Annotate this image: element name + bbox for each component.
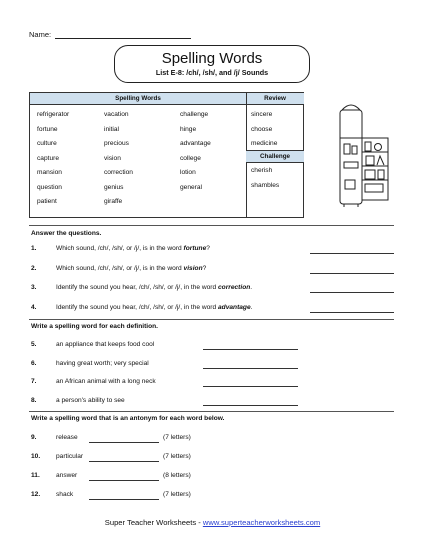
letter-hint: (7 letters) xyxy=(163,434,191,441)
antonym-9 xyxy=(31,434,78,441)
question-number: 8. xyxy=(31,397,37,404)
word-item: medicine xyxy=(251,140,278,147)
footer xyxy=(0,518,425,527)
question-number: 7. xyxy=(31,378,37,385)
word-item: genius xyxy=(104,183,124,191)
letter-hint: (7 letters) xyxy=(163,491,191,498)
word-table xyxy=(29,92,304,218)
section-heading: Write a spelling word that is an antonym for each word below. xyxy=(31,415,225,422)
antonym-word: particular xyxy=(56,453,84,460)
question-number: 11. xyxy=(31,472,40,479)
section-heading: Answer the questions. xyxy=(31,230,102,237)
word-item: cherish xyxy=(251,167,273,174)
word-item: refrigerator xyxy=(37,111,70,118)
antonym-word: release xyxy=(56,434,78,441)
answer-blank-10[interactable] xyxy=(89,454,159,462)
question-4 xyxy=(31,304,252,311)
word-item: sincere xyxy=(251,111,273,118)
antonym-word: answer xyxy=(56,472,78,479)
antonym-10 xyxy=(31,453,83,460)
question-number: 10. xyxy=(31,453,41,460)
question-number: 3. xyxy=(31,284,37,291)
answer-blank-9[interactable] xyxy=(89,435,159,443)
letter-hint: (8 letters) xyxy=(163,472,191,479)
word-item: mansion xyxy=(37,169,62,176)
word-item: initial xyxy=(104,125,120,133)
divider xyxy=(29,225,394,226)
spelling-words-header: Spelling Words xyxy=(30,93,246,105)
question-text: Which sound, /ch/, /sh/, or /j/, is in the word fortune? xyxy=(56,245,210,252)
definition-text: an appliance that keeps food cool xyxy=(56,341,155,348)
review-header: Review xyxy=(246,93,304,105)
question-number: 9. xyxy=(31,434,37,441)
word-column-2 xyxy=(104,108,133,210)
antonym-11 xyxy=(31,472,77,479)
question-number: 2. xyxy=(31,265,37,272)
word-item: hinge xyxy=(180,125,197,133)
footer-link[interactable]: www.superteacherworksheets.com xyxy=(202,518,321,527)
challenge-column xyxy=(251,164,279,193)
answer-blank-11[interactable] xyxy=(89,473,159,481)
letter-hint: (7 letters) xyxy=(163,453,191,460)
footer-text: Super Teacher Worksheets - xyxy=(104,518,203,527)
refrigerator-illustration xyxy=(328,100,400,208)
question-text: Which sound, /ch/, /sh/, or /j/, is in the word vision? xyxy=(56,265,207,272)
name-blank[interactable] xyxy=(55,30,191,39)
word-item: general xyxy=(180,183,202,191)
word-item: choose xyxy=(251,125,273,133)
review-column xyxy=(251,108,277,152)
answer-blank-5[interactable] xyxy=(203,342,298,350)
divider xyxy=(29,411,394,412)
definition-text: a person's ability to see xyxy=(56,397,125,404)
question-number: 6. xyxy=(31,360,37,367)
answer-blank-7[interactable] xyxy=(203,379,298,387)
answer-blank-12[interactable] xyxy=(89,492,159,500)
question-number: 4. xyxy=(31,304,37,311)
antonym-12 xyxy=(31,491,73,498)
definition-5 xyxy=(31,341,154,348)
answer-blank-3[interactable] xyxy=(310,285,394,293)
word-item: giraffe xyxy=(104,198,123,205)
answer-blank-8[interactable] xyxy=(203,398,298,406)
name-label: Name: xyxy=(29,30,52,39)
answer-blank-4[interactable] xyxy=(310,305,394,313)
divider xyxy=(29,319,394,320)
definition-7 xyxy=(31,378,156,385)
question-text: Identify the sound you hear, /ch/, /sh/, or /j/, in the word advantage. xyxy=(56,304,253,311)
word-column-3 xyxy=(180,108,211,195)
word-item: vacation xyxy=(104,111,129,118)
question-3 xyxy=(31,284,252,291)
word-item: college xyxy=(180,154,201,162)
word-item: challenge xyxy=(180,111,209,118)
definition-text: an African animal with a long neck xyxy=(56,378,156,385)
word-item: precious xyxy=(104,140,129,147)
antonym-word: shack xyxy=(56,491,74,498)
question-2 xyxy=(31,265,206,272)
question-number: 5. xyxy=(31,341,37,348)
word-item: fortune xyxy=(37,125,58,133)
word-item: capture xyxy=(37,154,59,162)
definition-6 xyxy=(31,360,149,367)
word-item: lotion xyxy=(180,169,196,176)
definition-8 xyxy=(31,397,125,404)
word-item: patient xyxy=(37,198,57,205)
challenge-header: Challenge xyxy=(246,150,304,163)
title-box xyxy=(114,45,310,83)
section-heading: Write a spelling word for each definition. xyxy=(31,323,159,330)
question-text: Identify the sound you hear, /ch/, /sh/, or /j/, in the word correction. xyxy=(56,284,253,291)
question-number: 1. xyxy=(31,245,37,252)
definition-text: having great worth; very special xyxy=(56,360,149,367)
word-column-1 xyxy=(37,108,69,210)
word-item: culture xyxy=(37,140,57,147)
page-subtitle: List E-8: /ch/, /sh/, and /j/ Sounds xyxy=(155,68,269,77)
word-item: shambles xyxy=(251,181,280,189)
page-title: Spelling Words xyxy=(161,50,263,67)
word-item: vision xyxy=(104,154,121,162)
answer-blank-1[interactable] xyxy=(310,246,394,254)
question-number: 12. xyxy=(31,491,41,498)
answer-blank-6[interactable] xyxy=(203,361,298,369)
name-field xyxy=(29,30,191,39)
word-item: advantage xyxy=(180,140,211,147)
word-item: question xyxy=(37,183,62,191)
answer-blank-2[interactable] xyxy=(310,266,394,274)
word-item: correction xyxy=(104,169,133,176)
